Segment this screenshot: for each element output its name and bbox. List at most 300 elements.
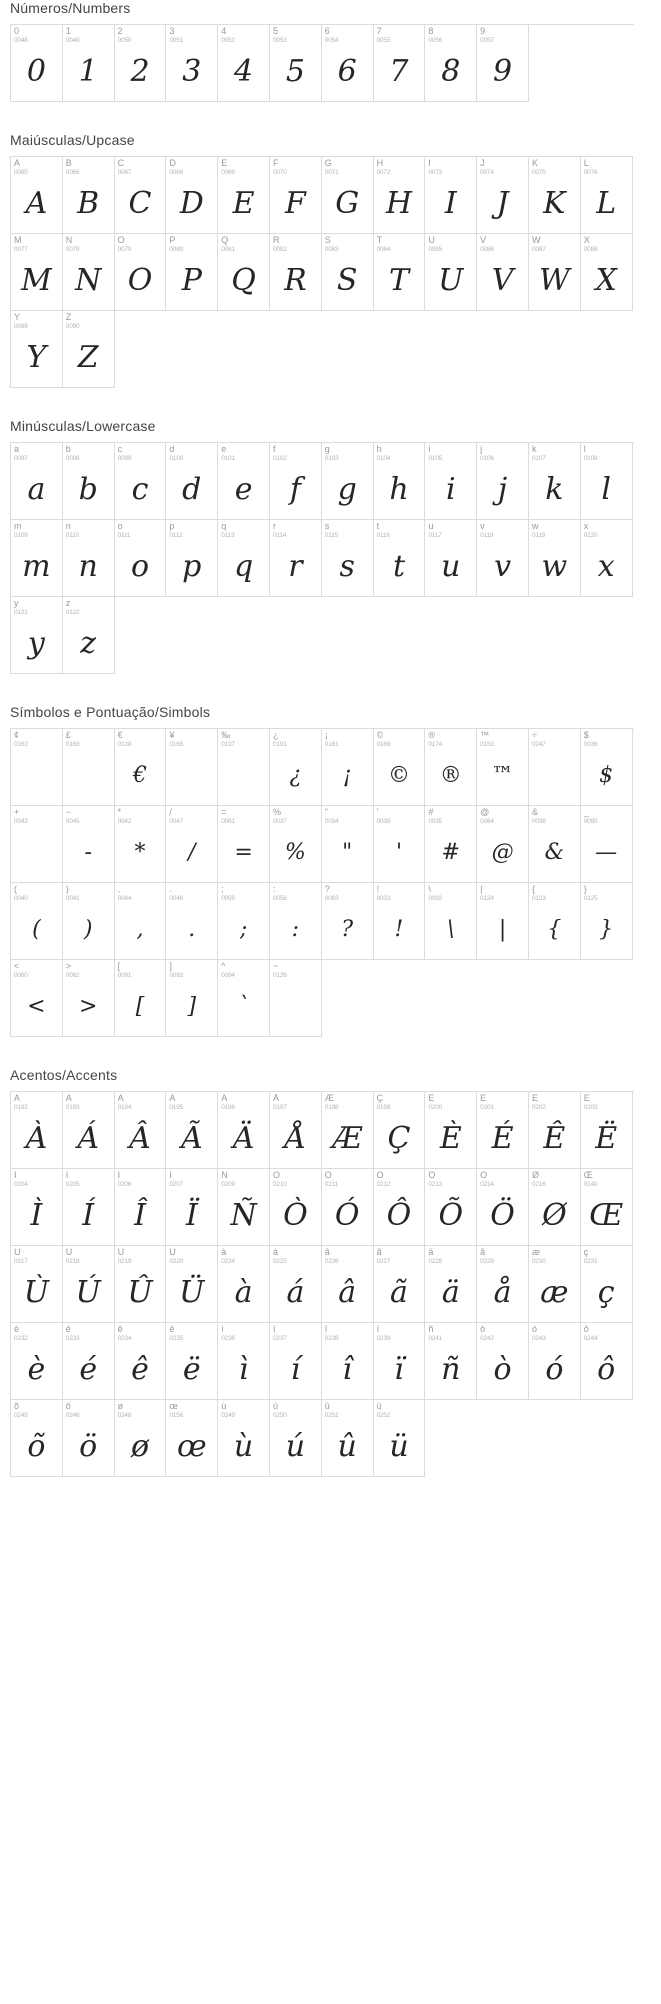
glyph-code: 0049: [65, 37, 80, 44]
glyph-cell[interactable]: [63, 806, 115, 883]
glyph-char-label: Œ: [583, 1171, 593, 1180]
glyph-char-label: :: [272, 885, 276, 894]
glyph-cell[interactable]: [374, 729, 426, 806]
glyph-cell[interactable]: [529, 806, 581, 883]
glyph-cell[interactable]: [477, 234, 529, 311]
glyph-char-label: d: [169, 445, 175, 454]
glyph-char-label: Æ: [324, 1094, 334, 1103]
glyph-cell[interactable]: [115, 806, 167, 883]
glyph-cell[interactable]: [115, 1169, 167, 1246]
glyph-cell[interactable]: [218, 25, 270, 102]
glyph-cell[interactable]: [166, 806, 218, 883]
glyph-cell[interactable]: [374, 234, 426, 311]
glyph-char-label: p: [169, 522, 175, 531]
glyph-render: Ù: [23, 1275, 50, 1310]
glyph-cell[interactable]: [425, 157, 477, 234]
glyph-cell[interactable]: [581, 1323, 633, 1400]
glyph-char-label: õ: [14, 1402, 20, 1411]
glyph-code: 0065: [14, 169, 28, 176]
glyph-render: &: [544, 840, 565, 865]
glyph-cell[interactable]: [63, 1246, 115, 1323]
glyph-code: 0093: [169, 972, 184, 979]
glyph-cell[interactable]: [374, 883, 426, 960]
glyph-cell[interactable]: [529, 1323, 581, 1400]
glyph-cell[interactable]: [63, 234, 115, 311]
glyph-cell[interactable]: [11, 1400, 63, 1477]
glyph-cell[interactable]: [11, 1169, 63, 1246]
glyph-cell[interactable]: [11, 234, 63, 311]
glyph-cell[interactable]: [477, 806, 529, 883]
glyph-cell[interactable]: [166, 25, 218, 102]
glyph-cell[interactable]: [11, 960, 63, 1037]
glyph-cell[interactable]: [374, 443, 426, 520]
glyph-char-label: é: [65, 1325, 71, 1334]
glyph-cell[interactable]: [166, 1169, 218, 1246]
glyph-code: 0079: [117, 246, 132, 253]
glyph-cell[interactable]: [322, 157, 374, 234]
glyph-render: ï: [394, 1352, 404, 1387]
glyph-code: 0047: [169, 818, 184, 825]
glyph-cell[interactable]: [322, 729, 374, 806]
glyph-cell[interactable]: [115, 157, 167, 234]
glyph-cell[interactable]: [529, 1169, 581, 1246]
glyph-cell[interactable]: [63, 520, 115, 597]
glyph-cell[interactable]: [425, 234, 477, 311]
glyph-cell[interactable]: [322, 25, 374, 102]
glyph-code: 0235: [169, 1335, 184, 1342]
glyph-meta: [11, 960, 62, 980]
glyph-cell[interactable]: [63, 311, 115, 388]
glyph-cell[interactable]: [322, 1169, 374, 1246]
glyph-char-label: ï: [376, 1325, 380, 1334]
glyph-cell[interactable]: [166, 443, 218, 520]
glyph-cell[interactable]: [270, 1246, 322, 1323]
glyph-cell[interactable]: [218, 806, 270, 883]
glyph-meta: [166, 157, 217, 177]
glyph-code: 0169: [376, 741, 391, 748]
glyph-code: 0193: [65, 1104, 80, 1111]
glyph-cell[interactable]: [425, 520, 477, 597]
glyph-render: î: [342, 1352, 352, 1387]
glyph-cell[interactable]: [322, 443, 374, 520]
glyph-cell[interactable]: [270, 806, 322, 883]
glyph-char-label: È: [428, 1094, 435, 1103]
glyph-char-label: +: [14, 808, 20, 817]
glyph-cell[interactable]: [270, 25, 322, 102]
glyph-meta: [322, 234, 373, 254]
glyph-cell[interactable]: [477, 1169, 529, 1246]
glyph-cell[interactable]: [270, 1323, 322, 1400]
glyph-cell[interactable]: [529, 443, 581, 520]
glyph-render: Î: [134, 1198, 146, 1233]
glyph-render: €: [132, 763, 147, 788]
glyph-meta: [270, 1400, 321, 1420]
glyph-code: 0113: [221, 532, 235, 539]
glyph-char-label: $: [583, 731, 589, 740]
glyph-cell[interactable]: [218, 1246, 270, 1323]
glyph-meta: [218, 234, 269, 254]
glyph-cell[interactable]: [63, 1169, 115, 1246]
glyph-cell[interactable]: [374, 157, 426, 234]
glyph-render: ë: [182, 1352, 201, 1387]
glyph-render: u: [441, 549, 461, 584]
glyph-cell[interactable]: [166, 1400, 218, 1477]
glyph-cell[interactable]: [166, 729, 218, 806]
glyph-cell[interactable]: [11, 25, 63, 102]
glyph-cell[interactable]: [218, 729, 270, 806]
glyph-code: 0121: [14, 609, 28, 616]
glyph-cell[interactable]: [477, 157, 529, 234]
glyph-meta: [11, 520, 62, 540]
glyph-meta: [425, 157, 476, 177]
glyph-grid: [10, 442, 634, 674]
glyph-cell[interactable]: [63, 1323, 115, 1400]
glyph-cell[interactable]: [218, 234, 270, 311]
glyph-cell[interactable]: [270, 960, 322, 1037]
glyph-cell[interactable]: [322, 1400, 374, 1477]
glyph-cell[interactable]: [270, 883, 322, 960]
glyph-meta: [322, 157, 373, 177]
glyph-cell[interactable]: [270, 234, 322, 311]
glyph-char-label: 3: [169, 27, 175, 36]
glyph-code: 0069: [221, 169, 235, 176]
glyph-render: T: [388, 263, 409, 298]
glyph-cell[interactable]: [166, 520, 218, 597]
glyph-cell[interactable]: [218, 1400, 270, 1477]
glyph-cell[interactable]: [11, 729, 63, 806]
glyph-cell[interactable]: [581, 157, 633, 234]
glyph-code: 0035: [428, 818, 443, 825]
glyph-cell[interactable]: [425, 1092, 477, 1169]
glyph-meta: [374, 806, 425, 826]
glyph-cell[interactable]: [115, 960, 167, 1037]
glyph-render: [270, 980, 321, 1034]
glyph-render: w: [541, 549, 568, 584]
glyph-render: ': [395, 840, 402, 865]
glyph-cell[interactable]: [63, 883, 115, 960]
glyph-char-label: t: [376, 522, 380, 531]
glyph-meta: [166, 520, 217, 540]
glyph-meta: [425, 1092, 476, 1112]
glyph-cell[interactable]: [581, 883, 633, 960]
glyph-char-label: o: [117, 522, 123, 531]
glyph-cell[interactable]: [477, 1323, 529, 1400]
glyph-render: Ä: [232, 1121, 255, 1156]
glyph-char-label: |: [480, 885, 483, 894]
glyph-meta: [270, 443, 321, 463]
glyph-cell[interactable]: [166, 1092, 218, 1169]
glyph-cell[interactable]: [425, 729, 477, 806]
glyph-meta: [477, 1323, 528, 1343]
glyph-cell[interactable]: [166, 960, 218, 1037]
glyph-char-label: \: [428, 885, 431, 894]
glyph-cell[interactable]: [477, 729, 529, 806]
glyph-cell[interactable]: [11, 520, 63, 597]
glyph-meta: [270, 1323, 321, 1343]
glyph-render: W: [538, 263, 570, 298]
glyph-cell[interactable]: [63, 25, 115, 102]
glyph-char-label: ó: [531, 1325, 537, 1334]
glyph-meta: [63, 806, 114, 826]
glyph-render: R: [284, 263, 307, 298]
glyph-cell[interactable]: [11, 883, 63, 960]
glyph-render: z: [80, 626, 97, 661]
glyph-code: 0082: [272, 246, 287, 253]
glyph-cell[interactable]: [270, 443, 322, 520]
glyph-cell[interactable]: [218, 1169, 270, 1246]
glyph-code: 0064: [480, 818, 494, 825]
glyph-render: Û: [127, 1275, 153, 1310]
glyph-cell[interactable]: [166, 883, 218, 960]
glyph-meta: [63, 157, 114, 177]
glyph-cell[interactable]: [218, 520, 270, 597]
glyph-cell[interactable]: [115, 25, 167, 102]
glyph-cell[interactable]: [166, 234, 218, 311]
glyph-cell[interactable]: [270, 1400, 322, 1477]
glyph-render: f: [289, 472, 301, 507]
glyph-cell[interactable]: [581, 443, 633, 520]
glyph-cell[interactable]: [477, 520, 529, 597]
glyph-char-label: ?: [324, 885, 330, 894]
glyph-cell[interactable]: [115, 1092, 167, 1169]
glyph-cell[interactable]: [425, 883, 477, 960]
glyph-meta: [218, 1092, 269, 1112]
glyph-render: Ë: [595, 1121, 618, 1156]
glyph-cell[interactable]: [374, 1400, 426, 1477]
glyph-meta: [374, 25, 425, 45]
glyph-cell[interactable]: [374, 520, 426, 597]
glyph-char-label: Ë: [583, 1094, 590, 1103]
glyph-cell[interactable]: [477, 1246, 529, 1323]
glyph-char-label: y: [14, 599, 19, 608]
glyph-cell[interactable]: [63, 157, 115, 234]
glyph-code: 0250: [272, 1412, 287, 1419]
glyph-cell[interactable]: [63, 960, 115, 1037]
glyph-code: 0066: [65, 169, 80, 176]
glyph-code: 0194: [117, 1104, 132, 1111]
glyph-cell[interactable]: [374, 1092, 426, 1169]
glyph-cell[interactable]: [115, 520, 167, 597]
glyph-char-label: r: [272, 522, 276, 531]
glyph-render: Ñ: [230, 1198, 257, 1233]
glyph-code: 0092: [428, 895, 443, 902]
glyph-cell[interactable]: [218, 1092, 270, 1169]
glyph-render: Â: [129, 1121, 151, 1156]
glyph-cell[interactable]: [477, 443, 529, 520]
glyph-cell[interactable]: [322, 234, 374, 311]
glyph-meta: [166, 1246, 217, 1266]
glyph-cell[interactable]: [529, 1246, 581, 1323]
glyph-render: å: [493, 1275, 512, 1310]
glyph-meta: [115, 443, 166, 463]
glyph-cell[interactable]: [529, 520, 581, 597]
glyph-cell[interactable]: [529, 729, 581, 806]
page-bottom-spacer: [0, 1507, 661, 1525]
glyph-char-label: à: [221, 1248, 227, 1257]
glyph-cell[interactable]: [425, 25, 477, 102]
glyph-cell[interactable]: [11, 157, 63, 234]
glyph-meta: [529, 157, 580, 177]
glyph-char-label: ®: [428, 731, 436, 740]
glyph-cell[interactable]: [11, 1323, 63, 1400]
glyph-cell[interactable]: [529, 883, 581, 960]
glyph-cell[interactable]: [115, 883, 167, 960]
glyph-cell[interactable]: [270, 520, 322, 597]
glyph-cell[interactable]: [270, 157, 322, 234]
glyph-cell[interactable]: [218, 960, 270, 1037]
glyph-code: 0073: [428, 169, 443, 176]
glyph-cell[interactable]: [581, 729, 633, 806]
glyph-render: n: [78, 549, 98, 584]
glyph-cell[interactable]: [322, 883, 374, 960]
glyph-code: 0101: [221, 455, 235, 462]
glyph-render: ™: [491, 763, 514, 788]
glyph-cell[interactable]: [11, 1246, 63, 1323]
glyph-meta: [115, 1092, 166, 1112]
glyph-render: [63, 749, 114, 803]
glyph-cell[interactable]: [322, 1092, 374, 1169]
glyph-render: e: [234, 472, 253, 507]
glyph-cell[interactable]: [115, 1323, 167, 1400]
glyph-char-label: !: [376, 885, 380, 894]
glyph-cell[interactable]: [322, 1246, 374, 1323]
glyph-char-label: n: [65, 522, 71, 531]
glyph-code: 0245: [14, 1412, 28, 1419]
glyph-meta: [11, 443, 62, 463]
glyph-meta: [11, 25, 62, 45]
glyph-code: 0246: [65, 1412, 80, 1419]
glyph-cell[interactable]: [581, 1092, 633, 1169]
glyph-cell[interactable]: [63, 597, 115, 674]
glyph-cell[interactable]: [270, 1092, 322, 1169]
glyph-cell[interactable]: [581, 234, 633, 311]
glyph-cell[interactable]: [218, 883, 270, 960]
glyph-cell[interactable]: [425, 1246, 477, 1323]
glyph-cell[interactable]: [218, 1323, 270, 1400]
glyph-cell[interactable]: [425, 1169, 477, 1246]
glyph-cell[interactable]: [581, 520, 633, 597]
glyph-cell[interactable]: [322, 520, 374, 597]
glyph-code: 0083: [324, 246, 339, 253]
glyph-char-label: E: [221, 159, 228, 168]
glyph-render: C: [128, 186, 152, 221]
glyph-code: 0100: [169, 455, 184, 462]
glyph-cell[interactable]: [322, 806, 374, 883]
glyph-char-label: 8: [428, 27, 434, 36]
glyph-code: 0118: [480, 532, 494, 539]
glyph-code: 0070: [272, 169, 287, 176]
glyph-cell[interactable]: [218, 157, 270, 234]
glyph-char-label: £: [65, 731, 71, 740]
glyph-cell[interactable]: [322, 1323, 374, 1400]
glyph-char-label: 5: [272, 27, 278, 36]
glyph-cell[interactable]: [115, 1246, 167, 1323]
glyph-cell[interactable]: [166, 1246, 218, 1323]
glyph-cell[interactable]: [374, 806, 426, 883]
glyph-cell[interactable]: [63, 1092, 115, 1169]
glyph-cell[interactable]: [166, 1323, 218, 1400]
glyph-render: ;: [239, 917, 248, 942]
glyph-cell[interactable]: [477, 883, 529, 960]
glyph-cell[interactable]: [11, 597, 63, 674]
glyph-cell[interactable]: [63, 1400, 115, 1477]
glyph-cell[interactable]: [115, 729, 167, 806]
glyph-char-label: z: [65, 599, 71, 608]
glyph-cell[interactable]: [581, 1246, 633, 1323]
glyph-code: 0226: [324, 1258, 339, 1265]
glyph-cell[interactable]: [581, 1169, 633, 1246]
glyph-code: 0211: [324, 1181, 338, 1188]
glyph-cell[interactable]: [218, 443, 270, 520]
glyph-cell[interactable]: [374, 1323, 426, 1400]
glyph-code: 0075: [531, 169, 546, 176]
glyph-meta: [11, 1323, 62, 1343]
glyph-meta: [218, 25, 269, 45]
glyph-cell[interactable]: [425, 443, 477, 520]
glyph-cell[interactable]: [425, 806, 477, 883]
glyph-cell[interactable]: [529, 234, 581, 311]
glyph-cell[interactable]: [166, 157, 218, 234]
glyph-code: 0225: [272, 1258, 287, 1265]
glyph-char-label: M: [14, 236, 22, 245]
glyph-render: V: [491, 263, 514, 298]
glyph-cell[interactable]: [11, 443, 63, 520]
glyph-render: 7: [389, 54, 409, 89]
glyph-code: 0137: [221, 741, 235, 748]
glyph-code: 0089: [14, 323, 28, 330]
glyph-render: p: [182, 549, 202, 584]
glyph-code: 0153: [480, 741, 494, 748]
glyph-char-label: >: [65, 962, 72, 971]
glyph-cell[interactable]: [115, 443, 167, 520]
glyph-char-label: K: [531, 159, 538, 168]
glyph-meta: [218, 729, 269, 749]
glyph-render: B: [77, 186, 100, 221]
glyph-cell[interactable]: [63, 443, 115, 520]
glyph-cell[interactable]: [374, 1246, 426, 1323]
glyph-cell[interactable]: [270, 729, 322, 806]
glyph-cell[interactable]: [529, 1092, 581, 1169]
glyph-meta: [374, 1246, 425, 1266]
glyph-cell[interactable]: [115, 234, 167, 311]
glyph-cell[interactable]: [581, 806, 633, 883]
glyph-cell[interactable]: [529, 157, 581, 234]
glyph-cell[interactable]: [63, 729, 115, 806]
glyph-cell[interactable]: [270, 1169, 322, 1246]
glyph-char-label: _: [583, 808, 589, 817]
glyph-cell[interactable]: [374, 1169, 426, 1246]
glyph-cell[interactable]: [11, 311, 63, 388]
glyph-meta: [166, 234, 217, 254]
glyph-cell[interactable]: [477, 25, 529, 102]
glyph-cell[interactable]: [115, 1400, 167, 1477]
glyph-meta: [322, 1323, 373, 1343]
glyph-render: H: [385, 186, 413, 221]
glyph-cell[interactable]: [425, 1323, 477, 1400]
glyph-code: 0216: [531, 1181, 546, 1188]
glyph-meta: [166, 1169, 217, 1189]
glyph-cell[interactable]: [11, 806, 63, 883]
glyph-meta: [11, 1246, 62, 1266]
glyph-cell[interactable]: [11, 1092, 63, 1169]
glyph-meta: [115, 729, 166, 749]
glyph-char-label: W: [531, 236, 541, 245]
glyph-char-label: ê: [117, 1325, 123, 1334]
glyph-cell[interactable]: [374, 25, 426, 102]
glyph-code: 0074: [480, 169, 494, 176]
glyph-meta: [477, 1169, 528, 1189]
glyph-cell[interactable]: [477, 1092, 529, 1169]
